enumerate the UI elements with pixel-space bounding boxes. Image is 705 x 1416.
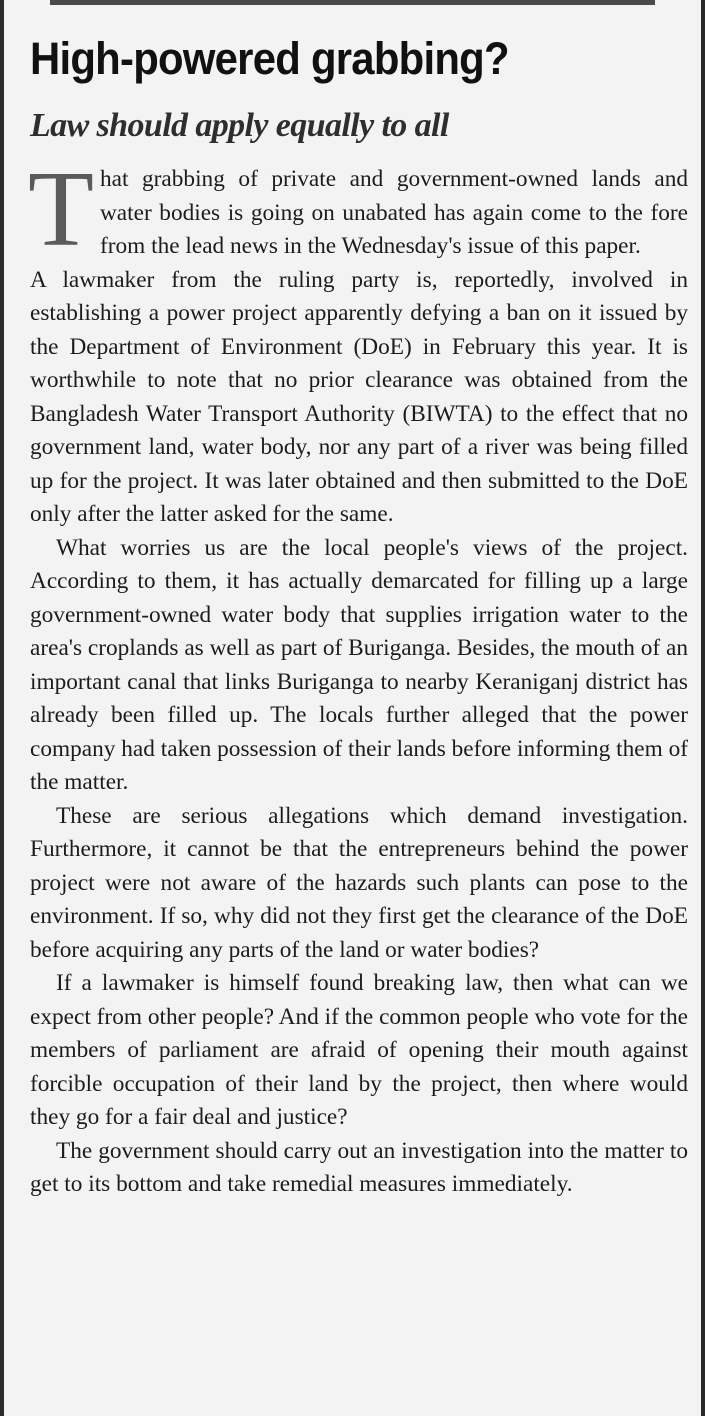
paragraph-3: What worries us are the local people's views of the project. According to them, it has actually demarcated for filling up a large government-owned water body that supplies irrigation water to the area's croplands as well as part of Buriganga. Besides, the mouth of an important canal that links Buriganga to nearby Keraniganj district has already been filled up. The locals further alleged that the power company had taken possession of their lands before informing them of the matter.: [30, 534, 688, 795]
paragraph-6: The government should carry out an investigation into the matter to get to its bottom and take remedial measures immediately.: [30, 1137, 688, 1197]
paragraph-2: A lawmaker from the ruling party is, reportedly, involved in establishing a power project apparently defying a ban on it issued by the Department of Environment (DoE) in February this year. It is worthwhile to note that no prior clearance was obtained from the Bangladesh Water Transport Authority (BIWTA) to the effect that no government land, water body, nor any part of a river was being filled up for the project. It was later obtained and then submitted to the DoE only after the latter asked for the same.: [30, 266, 688, 527]
subheadline: Law should apply equally to all: [30, 107, 449, 144]
paragraph-4: These are serious allegations which demand investigation. Furthermore, it cannot be that the entrepreneurs behind the power project were not aware of the hazards such plants can pose to the environment. If so, why did not they first get the clearance of the DoE before acquiring any parts of the land or water bodies?: [30, 802, 688, 963]
article-body: [28, 150, 688, 1202]
drop-cap: T: [28, 150, 94, 269]
paragraph-5: If a lawmaker is himself found breaking law, then what can we expect from other people? And if the common people who vote for the members of parliament are afraid of opening their mouth against forcible occupation of their land by the project, then where would they go for a fair deal and justice?: [30, 970, 688, 1130]
top-border-rule: [50, 0, 655, 5]
headline: High-powered grabbing?: [30, 33, 509, 84]
paragraph-1: [28, 150, 688, 269]
paragraph-1-text: hat grabbing of private and government-owned lands and water bodies is going on unabated has again come to the fore from the lead news in the Wednesday's issue of this paper.: [99, 166, 688, 259]
